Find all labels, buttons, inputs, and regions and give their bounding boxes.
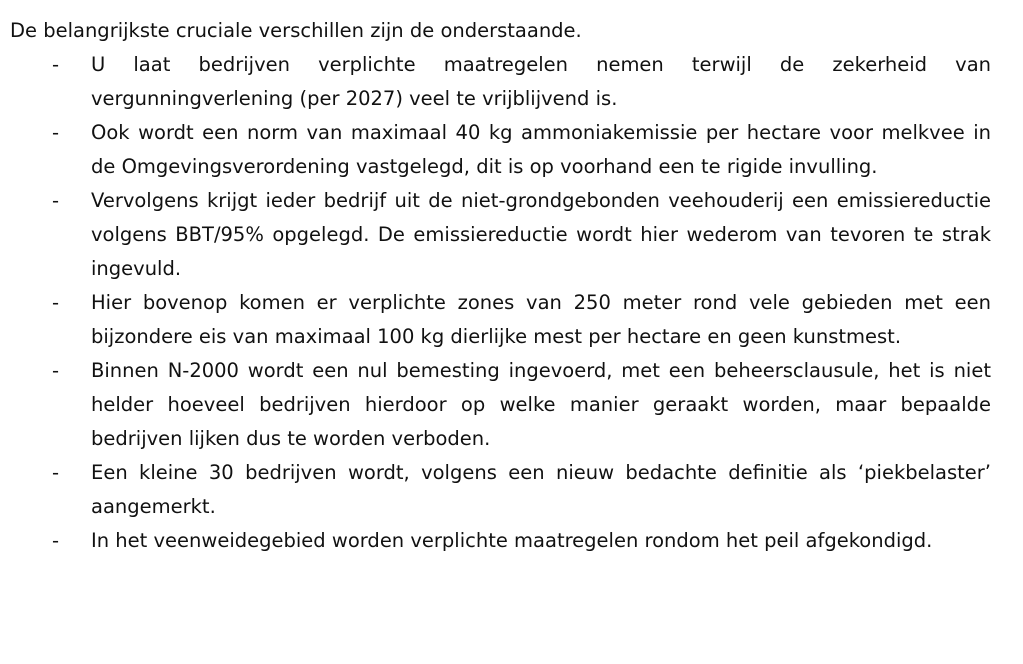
list-item-text: Een kleine 30 bedrijven wordt, volgens een nieuw bedachte definitie als ‘piekbelaster’ aangemerkt.: [91, 461, 991, 518]
list-item-text: U laat bedrijven verplichte maatregelen nemen terwijl de zekerheid van vergunningverlening (per 2027) veel te vrijblijvend is.: [91, 53, 991, 110]
bullet-list: [10, 48, 991, 558]
list-item: [10, 184, 991, 286]
list-item-text: In het veenweidegebied worden verplichte maatregelen rondom het peil afgekondigd.: [91, 529, 933, 552]
bullet-dash: -: [52, 529, 60, 552]
bullet-dash: -: [52, 359, 60, 382]
list-item-text: Ook wordt een norm van maximaal 40 kg ammoniakemissie per hectare voor melkvee in de Omgevingsverordening vastgelegd, dit is op voorhand een te rigide invulling.: [91, 121, 991, 178]
list-item: [10, 48, 991, 116]
list-item-text: Vervolgens krijgt ieder bedrijf uit de niet-grondgebonden veehouderij een emissiereductie volgens BBT/95% opgelegd. De emissiereductie wordt hier wederom van tevoren te strak ingevuld.: [91, 189, 991, 280]
bullet-dash: -: [52, 461, 60, 484]
list-item: [10, 524, 991, 558]
list-item-text: Hier bovenop komen er verplichte zones van 250 meter rond vele gebieden met een bijzondere eis van maximaal 100 kg dierlijke mest per hectare en geen kunstmest.: [91, 291, 991, 348]
intro-paragraph: De belangrijkste cruciale verschillen zijn de onderstaande.: [10, 19, 582, 42]
list-item: [10, 116, 991, 184]
bullet-dash: -: [52, 121, 60, 144]
bullet-dash: -: [52, 189, 60, 212]
list-item: [10, 456, 991, 524]
bullet-dash: -: [52, 53, 60, 76]
list-item-text: Binnen N-2000 wordt een nul bemesting ingevoerd, met een beheersclausule, het is niet helder hoeveel bedrijven hierdoor op welke manier geraakt worden, maar bepaalde bedrijven lijken dus te worden verboden.: [91, 359, 991, 450]
list-item: [10, 286, 991, 354]
list-item: [10, 354, 991, 456]
bullet-dash: -: [52, 291, 60, 314]
